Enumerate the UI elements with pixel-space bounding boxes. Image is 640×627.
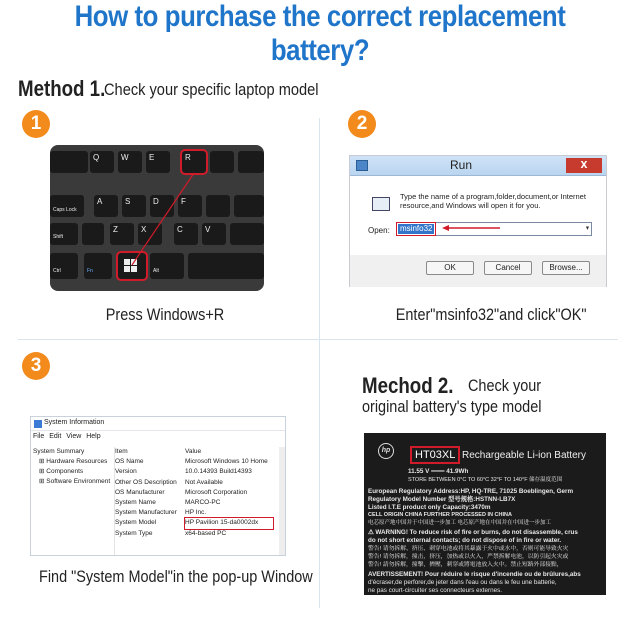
table-row: System Name MARCO-PC (115, 499, 221, 507)
chevron-down-icon[interactable]: ▾ (585, 224, 589, 232)
open-input-value[interactable]: msinfo32 (400, 224, 433, 233)
keyboard-image (50, 145, 264, 291)
browse-button[interactable]: Browse... (542, 261, 590, 275)
sysinfo-titlebar (31, 417, 285, 431)
battery-line: ⚠ WARNING! To reduce risk of fire or burns, do not disassemble, crus (368, 529, 578, 536)
run-title: Run (450, 158, 473, 172)
tree-item[interactable]: System Summary (33, 448, 85, 455)
battery-model: HT03XL (410, 446, 460, 464)
table-row: System Manufacturer HP Inc. (115, 509, 207, 517)
caption-step3: Find "System Model"in the pop-up Window (39, 567, 313, 586)
tree-item[interactable]: ⊞ Software Environment (39, 478, 111, 485)
table-row: Version 10.0.14393 Build14393 (115, 468, 252, 476)
battery-line: Regulatory Model Number 型号规格:HSTNN-LB7X (368, 496, 516, 503)
run-titlebar (350, 156, 606, 176)
battery-label-image (364, 433, 606, 595)
caption-step1: Press Windows+R (105, 305, 225, 324)
caps-key: Caps Lock (50, 195, 84, 217)
system-model-row: System Model HP Pavilion 15-da0002dx (115, 518, 285, 528)
fn-key: Fn (84, 253, 112, 279)
battery-type: Rechargeable Li-ion Battery (462, 450, 586, 461)
battery-line: ne pas court-circuiter ses connecteurs externes. (368, 587, 503, 594)
method1-desc: Check your specific laptop model (104, 80, 319, 99)
battery-line: 电芯原产地中国并于中国进一步加工 电芯原产地在中国并在中国进一步加工 (368, 520, 552, 526)
ok-button[interactable]: OK (426, 261, 474, 275)
horizontal-divider (18, 339, 618, 340)
step-1-badge: 1 (22, 110, 50, 138)
method1-label: Method 1. (18, 76, 106, 101)
key-c: C (174, 223, 198, 245)
run-body (350, 177, 606, 287)
scrollbar[interactable] (279, 447, 285, 555)
run-description: Type the name of a program,folder,document,or Internet resource,and Windows will open it for you. (400, 192, 586, 210)
tree-item[interactable]: ⊞ Hardware Resources (39, 458, 108, 465)
hp-logo: hp (378, 443, 394, 459)
run-program-icon (372, 197, 390, 211)
key-d: D (150, 195, 174, 217)
method2-label: Mechod 2. (362, 373, 454, 398)
vertical-divider (319, 118, 320, 608)
table-row: Other OS Description Not Available (115, 478, 223, 486)
key-x: X (138, 223, 162, 245)
battery-line: d'écraser,de perforer,de jeter dans l'eau ou dans le feu une batterie, (368, 579, 557, 586)
cancel-button[interactable]: Cancel (484, 261, 532, 275)
table-row: System Type x64-based PC (115, 529, 227, 537)
battery-line: STORE BETWEEN 0°C TO 60°C 32°F TO 140°F 储存温度范围 (408, 477, 563, 483)
battery-line: 警告! 请勿拆解、挤压、刺穿电池或将其暴露于火中或水中，否则可能导致火灾 (368, 546, 569, 552)
open-label: Open: (368, 226, 390, 235)
battery-line: Listed I.T.E product only Capacity:3470m (368, 504, 491, 511)
battery-line: do not short external contacts; do not dispose of in fire or water. (368, 537, 562, 544)
table-row: OS Name Microsoft Windows 10 Home (115, 458, 268, 466)
battery-line: AVERTISSEMENT! Pour réduire le risque d'incendie ou de brûlures,abs (368, 571, 581, 578)
sysinfo-tree (33, 447, 115, 555)
sysinfo-menubar[interactable]: File Edit View Help (33, 433, 101, 440)
battery-line: 警告! 请勿拆解，撞击，挤压，加热或以火入，严禁拆解电池，以防引起火灾或 (368, 554, 569, 560)
page-title: How to purchase the correct replacement battery? (74, 0, 566, 67)
sysinfo-title: System Information (44, 419, 105, 426)
key-f: F (178, 195, 202, 217)
key-s: S (122, 195, 146, 217)
key-a: A (94, 195, 118, 217)
method2-line1: Check your (468, 376, 542, 395)
method2-line2: original battery's type model (362, 397, 542, 416)
step-3-badge: 3 (22, 352, 50, 380)
sysinfo-table (115, 447, 285, 539)
table-header: Item Value (115, 448, 202, 455)
key-e: E (146, 151, 170, 173)
battery-line: 警告! 請勿拆解，撞擊，擠壓，刺穿或將電池放入火中。禁止短路外部接點， (368, 562, 563, 568)
table-row: OS Manufacturer Microsoft Corporation (115, 488, 248, 496)
open-input[interactable] (396, 222, 592, 236)
step-2-badge: 2 (348, 110, 376, 138)
system-information-window (30, 416, 286, 556)
run-window-icon (356, 160, 368, 171)
close-button[interactable]: X (566, 158, 602, 173)
battery-line: 11.55 V ═══ 41.9Wh (408, 468, 469, 475)
tree-item[interactable]: ⊞ Components (39, 468, 84, 475)
key-w: W (118, 151, 142, 173)
key-z: Z (110, 223, 134, 245)
shift-key: Shift (50, 223, 78, 245)
key-q: Q (90, 151, 114, 173)
alt-key: Alt (150, 253, 184, 279)
method1-heading (18, 76, 319, 102)
battery-line: European Regulatory Address:HP, HQ-TRE, 71025 Boeblingen, Germ (368, 488, 574, 495)
run-dialog (349, 155, 607, 287)
battery-line: CELL ORIGIN CHINA FURTHER PROCESSED IN CHINA (368, 512, 512, 518)
caption-step2: Enter"msinfo32"and click"OK" (395, 305, 587, 324)
key-v: V (202, 223, 226, 245)
key-r: R (182, 151, 206, 173)
connector-line (50, 145, 264, 291)
sysinfo-icon (34, 420, 42, 428)
ctrl-key: Ctrl (50, 253, 78, 279)
